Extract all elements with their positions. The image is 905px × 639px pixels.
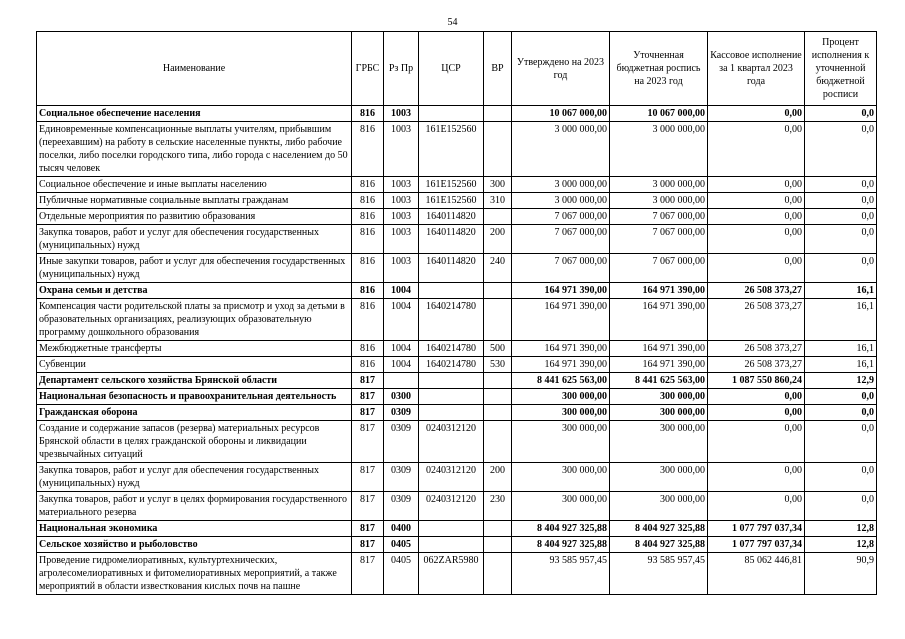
cell-approved: 300 000,00 [512, 405, 610, 421]
cell-csr: 1640214780 [419, 341, 484, 357]
cell-vr [484, 299, 512, 341]
cell-cash: 26 508 373,27 [708, 341, 805, 357]
cell-refined: 7 067 000,00 [610, 225, 708, 254]
cell-cash: 0,00 [708, 389, 805, 405]
cell-rzpr: 1004 [384, 341, 419, 357]
cell-name: Охрана семьи и детства [37, 283, 352, 299]
cell-approved: 300 000,00 [512, 463, 610, 492]
cell-percent: 16,1 [805, 341, 877, 357]
table-row [37, 209, 877, 225]
cell-rzpr: 1003 [384, 177, 419, 193]
cell-approved: 8 404 927 325,88 [512, 521, 610, 537]
cell-rzpr: 0400 [384, 521, 419, 537]
cell-grbs: 817 [352, 492, 384, 521]
cell-vr: 500 [484, 341, 512, 357]
table-header-row [37, 32, 877, 106]
cell-percent: 0,0 [805, 193, 877, 209]
cell-approved: 7 067 000,00 [512, 225, 610, 254]
cell-grbs: 817 [352, 537, 384, 553]
cell-grbs: 817 [352, 389, 384, 405]
cell-grbs: 816 [352, 357, 384, 373]
cell-rzpr: 0309 [384, 421, 419, 463]
cell-vr [484, 421, 512, 463]
cell-csr: 1640114820 [419, 225, 484, 254]
cell-csr: 062ZAR5980 [419, 553, 484, 595]
cell-refined: 164 971 390,00 [610, 283, 708, 299]
table-row [37, 357, 877, 373]
col-header-refined: Уточненная бюджетная роспись на 2023 год [610, 32, 708, 106]
cell-percent: 0,0 [805, 225, 877, 254]
table-row [37, 521, 877, 537]
cell-approved: 164 971 390,00 [512, 283, 610, 299]
cell-name: Создание и содержание запасов (резерва) материальных ресурсов Брянской области в целях гражданской обороны и ликвидации чрезвычайных ситуаций [37, 421, 352, 463]
cell-vr [484, 106, 512, 122]
cell-percent: 16,1 [805, 357, 877, 373]
table-row [37, 553, 877, 595]
table-row [37, 225, 877, 254]
cell-grbs: 817 [352, 405, 384, 421]
cell-csr: 0240312120 [419, 492, 484, 521]
cell-rzpr: 1004 [384, 299, 419, 341]
col-header-csr: ЦСР [419, 32, 484, 106]
cell-refined: 300 000,00 [610, 421, 708, 463]
cell-vr: 200 [484, 463, 512, 492]
cell-percent: 12,8 [805, 521, 877, 537]
cell-rzpr: 1003 [384, 254, 419, 283]
cell-name: Отдельные мероприятия по развитию образования [37, 209, 352, 225]
cell-refined: 3 000 000,00 [610, 177, 708, 193]
table-row [37, 405, 877, 421]
cell-percent: 0,0 [805, 254, 877, 283]
cell-refined: 3 000 000,00 [610, 122, 708, 177]
cell-name: Компенсация части родительской платы за присмотр и уход за детьми в образовательных организациях, реализующих образовательную программу дошкольного образования [37, 299, 352, 341]
cell-refined: 164 971 390,00 [610, 341, 708, 357]
cell-csr [419, 283, 484, 299]
cell-cash: 0,00 [708, 405, 805, 421]
cell-csr [419, 537, 484, 553]
cell-csr [419, 373, 484, 389]
cell-refined: 8 404 927 325,88 [610, 537, 708, 553]
cell-vr [484, 553, 512, 595]
cell-refined: 7 067 000,00 [610, 254, 708, 283]
cell-percent: 12,9 [805, 373, 877, 389]
cell-cash: 0,00 [708, 122, 805, 177]
cell-csr: 1640114820 [419, 254, 484, 283]
cell-cash: 0,00 [708, 177, 805, 193]
cell-vr: 310 [484, 193, 512, 209]
cell-refined: 10 067 000,00 [610, 106, 708, 122]
cell-refined: 164 971 390,00 [610, 299, 708, 341]
cell-approved: 3 000 000,00 [512, 122, 610, 177]
cell-csr: 1640114820 [419, 209, 484, 225]
cell-csr: 1640214780 [419, 357, 484, 373]
cell-refined: 93 585 957,45 [610, 553, 708, 595]
cell-grbs: 816 [352, 254, 384, 283]
cell-name: Социальное обеспечение населения [37, 106, 352, 122]
cell-csr: 161E152560 [419, 177, 484, 193]
cell-refined: 8 404 927 325,88 [610, 521, 708, 537]
cell-cash: 0,00 [708, 209, 805, 225]
cell-csr [419, 389, 484, 405]
cell-vr [484, 405, 512, 421]
cell-cash: 85 062 446,81 [708, 553, 805, 595]
cell-vr [484, 122, 512, 177]
cell-name: Сельское хозяйство и рыболовство [37, 537, 352, 553]
cell-cash: 0,00 [708, 106, 805, 122]
table-row [37, 122, 877, 177]
cell-refined: 300 000,00 [610, 463, 708, 492]
col-header-percent: Процент исполнения к уточненной бюджетной росписи [805, 32, 877, 106]
cell-rzpr: 1003 [384, 225, 419, 254]
table-row [37, 341, 877, 357]
cell-vr [484, 373, 512, 389]
col-header-cash: Кассовое исполнение за 1 квартал 2023 года [708, 32, 805, 106]
cell-name: Закупка товаров, работ и услуг для обеспечения государственных (муниципальных) нужд [37, 225, 352, 254]
cell-percent: 0,0 [805, 405, 877, 421]
cell-cash: 1 077 797 037,34 [708, 537, 805, 553]
cell-rzpr: 0405 [384, 537, 419, 553]
cell-grbs: 817 [352, 553, 384, 595]
cell-grbs: 816 [352, 283, 384, 299]
cell-approved: 7 067 000,00 [512, 209, 610, 225]
cell-percent: 16,1 [805, 299, 877, 341]
cell-rzpr: 0300 [384, 389, 419, 405]
table-row [37, 537, 877, 553]
cell-csr: 0240312120 [419, 421, 484, 463]
table-row [37, 177, 877, 193]
cell-grbs: 816 [352, 341, 384, 357]
col-header-vr: ВР [484, 32, 512, 106]
cell-rzpr [384, 373, 419, 389]
cell-rzpr: 1003 [384, 209, 419, 225]
cell-approved: 300 000,00 [512, 492, 610, 521]
cell-grbs: 817 [352, 373, 384, 389]
cell-percent: 0,0 [805, 463, 877, 492]
cell-approved: 3 000 000,00 [512, 193, 610, 209]
cell-percent: 0,0 [805, 421, 877, 463]
table-row [37, 254, 877, 283]
col-header-name: Наименование [37, 32, 352, 106]
cell-refined: 8 441 625 563,00 [610, 373, 708, 389]
cell-cash: 1 087 550 860,24 [708, 373, 805, 389]
cell-rzpr: 0309 [384, 492, 419, 521]
cell-name: Межбюджетные трансферты [37, 341, 352, 357]
cell-percent: 0,0 [805, 389, 877, 405]
cell-csr [419, 521, 484, 537]
cell-vr: 530 [484, 357, 512, 373]
cell-rzpr: 1004 [384, 357, 419, 373]
cell-cash: 26 508 373,27 [708, 283, 805, 299]
cell-percent: 0,0 [805, 209, 877, 225]
cell-refined: 300 000,00 [610, 492, 708, 521]
cell-cash: 0,00 [708, 492, 805, 521]
cell-approved: 3 000 000,00 [512, 177, 610, 193]
cell-cash: 0,00 [708, 254, 805, 283]
cell-approved: 164 971 390,00 [512, 299, 610, 341]
table-row [37, 106, 877, 122]
cell-percent: 90,9 [805, 553, 877, 595]
cell-approved: 10 067 000,00 [512, 106, 610, 122]
cell-refined: 7 067 000,00 [610, 209, 708, 225]
cell-name: Проведение гидромелиоративных, культуртехнических, агролесомелиоративных и фитомелиоративных мероприятий, а также мероприятий в области известкования кислых почв на пашне [37, 553, 352, 595]
cell-cash: 0,00 [708, 421, 805, 463]
cell-percent: 0,0 [805, 177, 877, 193]
cell-cash: 1 077 797 037,34 [708, 521, 805, 537]
cell-rzpr: 0309 [384, 405, 419, 421]
cell-approved: 93 585 957,45 [512, 553, 610, 595]
cell-grbs: 816 [352, 106, 384, 122]
table-row [37, 373, 877, 389]
cell-vr [484, 389, 512, 405]
cell-csr [419, 106, 484, 122]
cell-csr [419, 405, 484, 421]
cell-grbs: 816 [352, 122, 384, 177]
cell-refined: 3 000 000,00 [610, 193, 708, 209]
cell-name: Публичные нормативные социальные выплаты гражданам [37, 193, 352, 209]
cell-refined: 300 000,00 [610, 389, 708, 405]
cell-rzpr: 1004 [384, 283, 419, 299]
table-row [37, 299, 877, 341]
cell-name: Субвенции [37, 357, 352, 373]
cell-cash: 26 508 373,27 [708, 357, 805, 373]
table-row [37, 389, 877, 405]
cell-cash: 26 508 373,27 [708, 299, 805, 341]
col-header-approved: Утверждено на 2023 год [512, 32, 610, 106]
cell-grbs: 817 [352, 421, 384, 463]
col-header-rzpr: Рз Пр [384, 32, 419, 106]
cell-approved: 164 971 390,00 [512, 341, 610, 357]
cell-rzpr: 0405 [384, 553, 419, 595]
cell-cash: 0,00 [708, 463, 805, 492]
cell-name: Иные закупки товаров, работ и услуг для обеспечения государственных (муниципальных) нужд [37, 254, 352, 283]
cell-name: Закупка товаров, работ и услуг для обеспечения государственных (муниципальных) нужд [37, 463, 352, 492]
table-row [37, 283, 877, 299]
cell-vr [484, 537, 512, 553]
cell-approved: 7 067 000,00 [512, 254, 610, 283]
table-row [37, 193, 877, 209]
cell-percent: 0,0 [805, 492, 877, 521]
cell-name: Национальная безопасность и правоохранительная деятельность [37, 389, 352, 405]
cell-percent: 16,1 [805, 283, 877, 299]
cell-grbs: 816 [352, 193, 384, 209]
cell-csr: 161E152560 [419, 193, 484, 209]
cell-approved: 8 441 625 563,00 [512, 373, 610, 389]
cell-vr: 200 [484, 225, 512, 254]
cell-grbs: 816 [352, 209, 384, 225]
cell-vr [484, 521, 512, 537]
cell-name: Единовременные компенсационные выплаты учителям, прибывшим (переехавшим) на работу в сельские населенные пункты, либо рабочие поселки, либо поселки городского типа, либо города с населением до 50 тысяч человек [37, 122, 352, 177]
cell-cash: 0,00 [708, 193, 805, 209]
cell-approved: 300 000,00 [512, 421, 610, 463]
cell-csr: 161E152560 [419, 122, 484, 177]
cell-refined: 164 971 390,00 [610, 357, 708, 373]
page-number: 54 [447, 17, 458, 28]
cell-grbs: 817 [352, 463, 384, 492]
cell-approved: 8 404 927 325,88 [512, 537, 610, 553]
cell-vr: 240 [484, 254, 512, 283]
cell-vr: 230 [484, 492, 512, 521]
budget-table [36, 31, 877, 595]
cell-percent: 0,0 [805, 106, 877, 122]
cell-grbs: 816 [352, 177, 384, 193]
cell-name: Социальное обеспечение и иные выплаты населению [37, 177, 352, 193]
cell-csr: 1640214780 [419, 299, 484, 341]
cell-name: Департамент сельского хозяйства Брянской области [37, 373, 352, 389]
table-body [37, 106, 877, 595]
cell-vr [484, 209, 512, 225]
table-row [37, 463, 877, 492]
cell-grbs: 816 [352, 225, 384, 254]
cell-percent: 12,8 [805, 537, 877, 553]
cell-approved: 300 000,00 [512, 389, 610, 405]
cell-name: Национальная экономика [37, 521, 352, 537]
cell-csr: 0240312120 [419, 463, 484, 492]
cell-rzpr: 1003 [384, 122, 419, 177]
cell-grbs: 816 [352, 299, 384, 341]
cell-rzpr: 1003 [384, 193, 419, 209]
cell-vr: 300 [484, 177, 512, 193]
cell-vr [484, 283, 512, 299]
cell-rzpr: 0309 [384, 463, 419, 492]
cell-grbs: 817 [352, 521, 384, 537]
cell-refined: 300 000,00 [610, 405, 708, 421]
cell-name: Гражданская оборона [37, 405, 352, 421]
cell-cash: 0,00 [708, 225, 805, 254]
cell-percent: 0,0 [805, 122, 877, 177]
table-row [37, 421, 877, 463]
cell-rzpr: 1003 [384, 106, 419, 122]
cell-name: Закупка товаров, работ и услуг в целях формирования государственного материального резерва [37, 492, 352, 521]
table-row [37, 492, 877, 521]
col-header-grbs: ГРБС [352, 32, 384, 106]
cell-approved: 164 971 390,00 [512, 357, 610, 373]
